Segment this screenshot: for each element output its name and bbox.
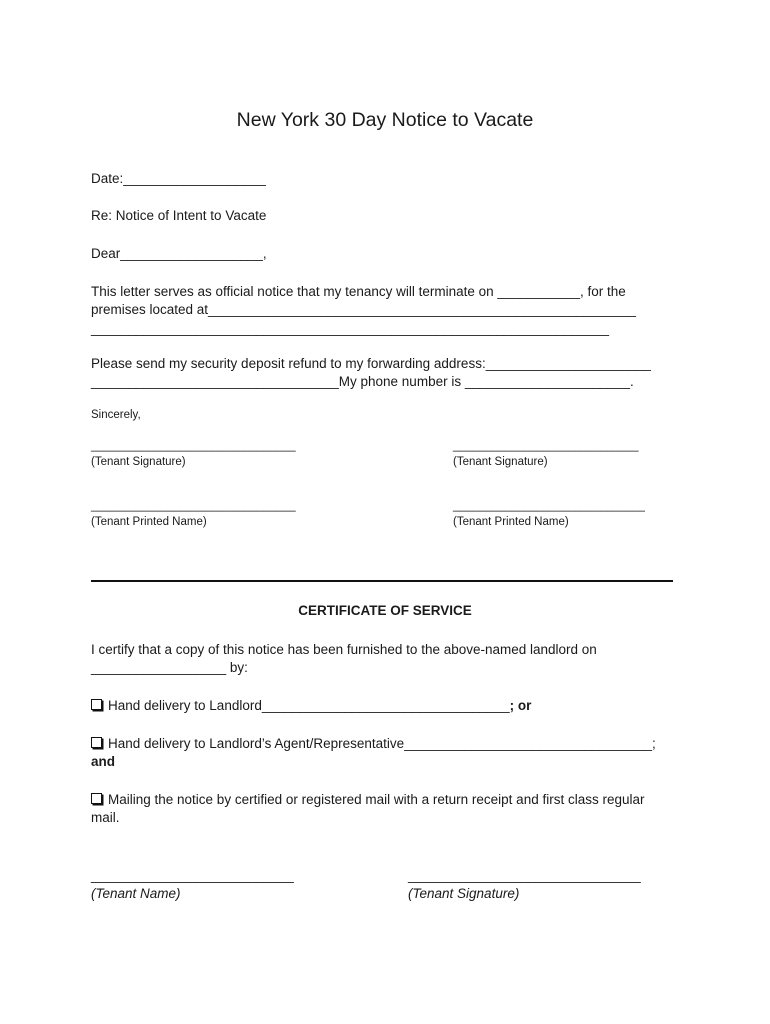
bottom-line-right: _______________________________ [408,868,641,883]
option-hand-delivery-landlord [91,698,531,713]
certify-text-line-2: __________________ by: [91,660,248,675]
checkbox-icon [91,793,102,804]
tenancy-text-line-1: This letter serves as official notice that my tenancy will terminate on ___________, for the [91,284,626,299]
closing: Sincerely, [91,409,141,421]
tenancy-text-line-3: _____________________________________________________________________ [91,321,610,336]
signature-label-left: (Tenant Signature) [91,456,186,468]
deposit-text-line-1: Please send my security deposit refund to my forwarding address:______________________ [91,356,651,371]
checkbox-icon [91,737,102,748]
printed-name-line-right: ______________________________ [453,500,645,512]
option-3-line-2: mail. [91,810,120,825]
printed-name-label-left: (Tenant Printed Name) [91,516,207,528]
option-2-label: Hand delivery to Landlord’s Agent/Representative_________________________________; [108,736,656,751]
section-divider [91,580,673,582]
deposit-text-line-2: _________________________________My phone number is ______________________. [91,374,634,389]
tenant-signature-label: (Tenant Signature) [408,886,520,901]
checkbox-icon [91,699,102,710]
option-hand-delivery-agent [91,736,656,751]
printed-name-label-right: (Tenant Printed Name) [453,516,569,528]
option-2-suffix: and [91,754,116,769]
signature-line-left: ________________________________ [91,440,296,452]
salutation: Dear___________________, [91,246,267,261]
signature-label-right: (Tenant Signature) [453,456,548,468]
bottom-line-left: ___________________________ [91,868,294,883]
re-line: Re: Notice of Intent to Vacate [91,208,267,223]
signature-line-right: _____________________________ [453,440,639,452]
tenant-name-label: (Tenant Name) [91,886,181,901]
option-1-label: Hand delivery to Landlord_________________________________ [108,698,510,713]
document-title: New York 30 Day Notice to Vacate [236,109,534,131]
printed-name-line-left: ________________________________ [91,500,296,512]
certificate-heading: CERTIFICATE OF SERVICE [298,603,472,618]
certify-text-line-1: I certify that a copy of this notice has been furnished to the above-named landlord on [91,642,597,657]
option-3-label: Mailing the notice by certified or registered mail with a return receipt and first class regular [108,792,645,807]
option-mail [91,792,645,807]
option-1-suffix: ; or [509,698,532,713]
tenancy-text-line-2: premises located at_________________________________________________________ [91,302,637,317]
date-field: Date:___________________ [91,171,266,186]
